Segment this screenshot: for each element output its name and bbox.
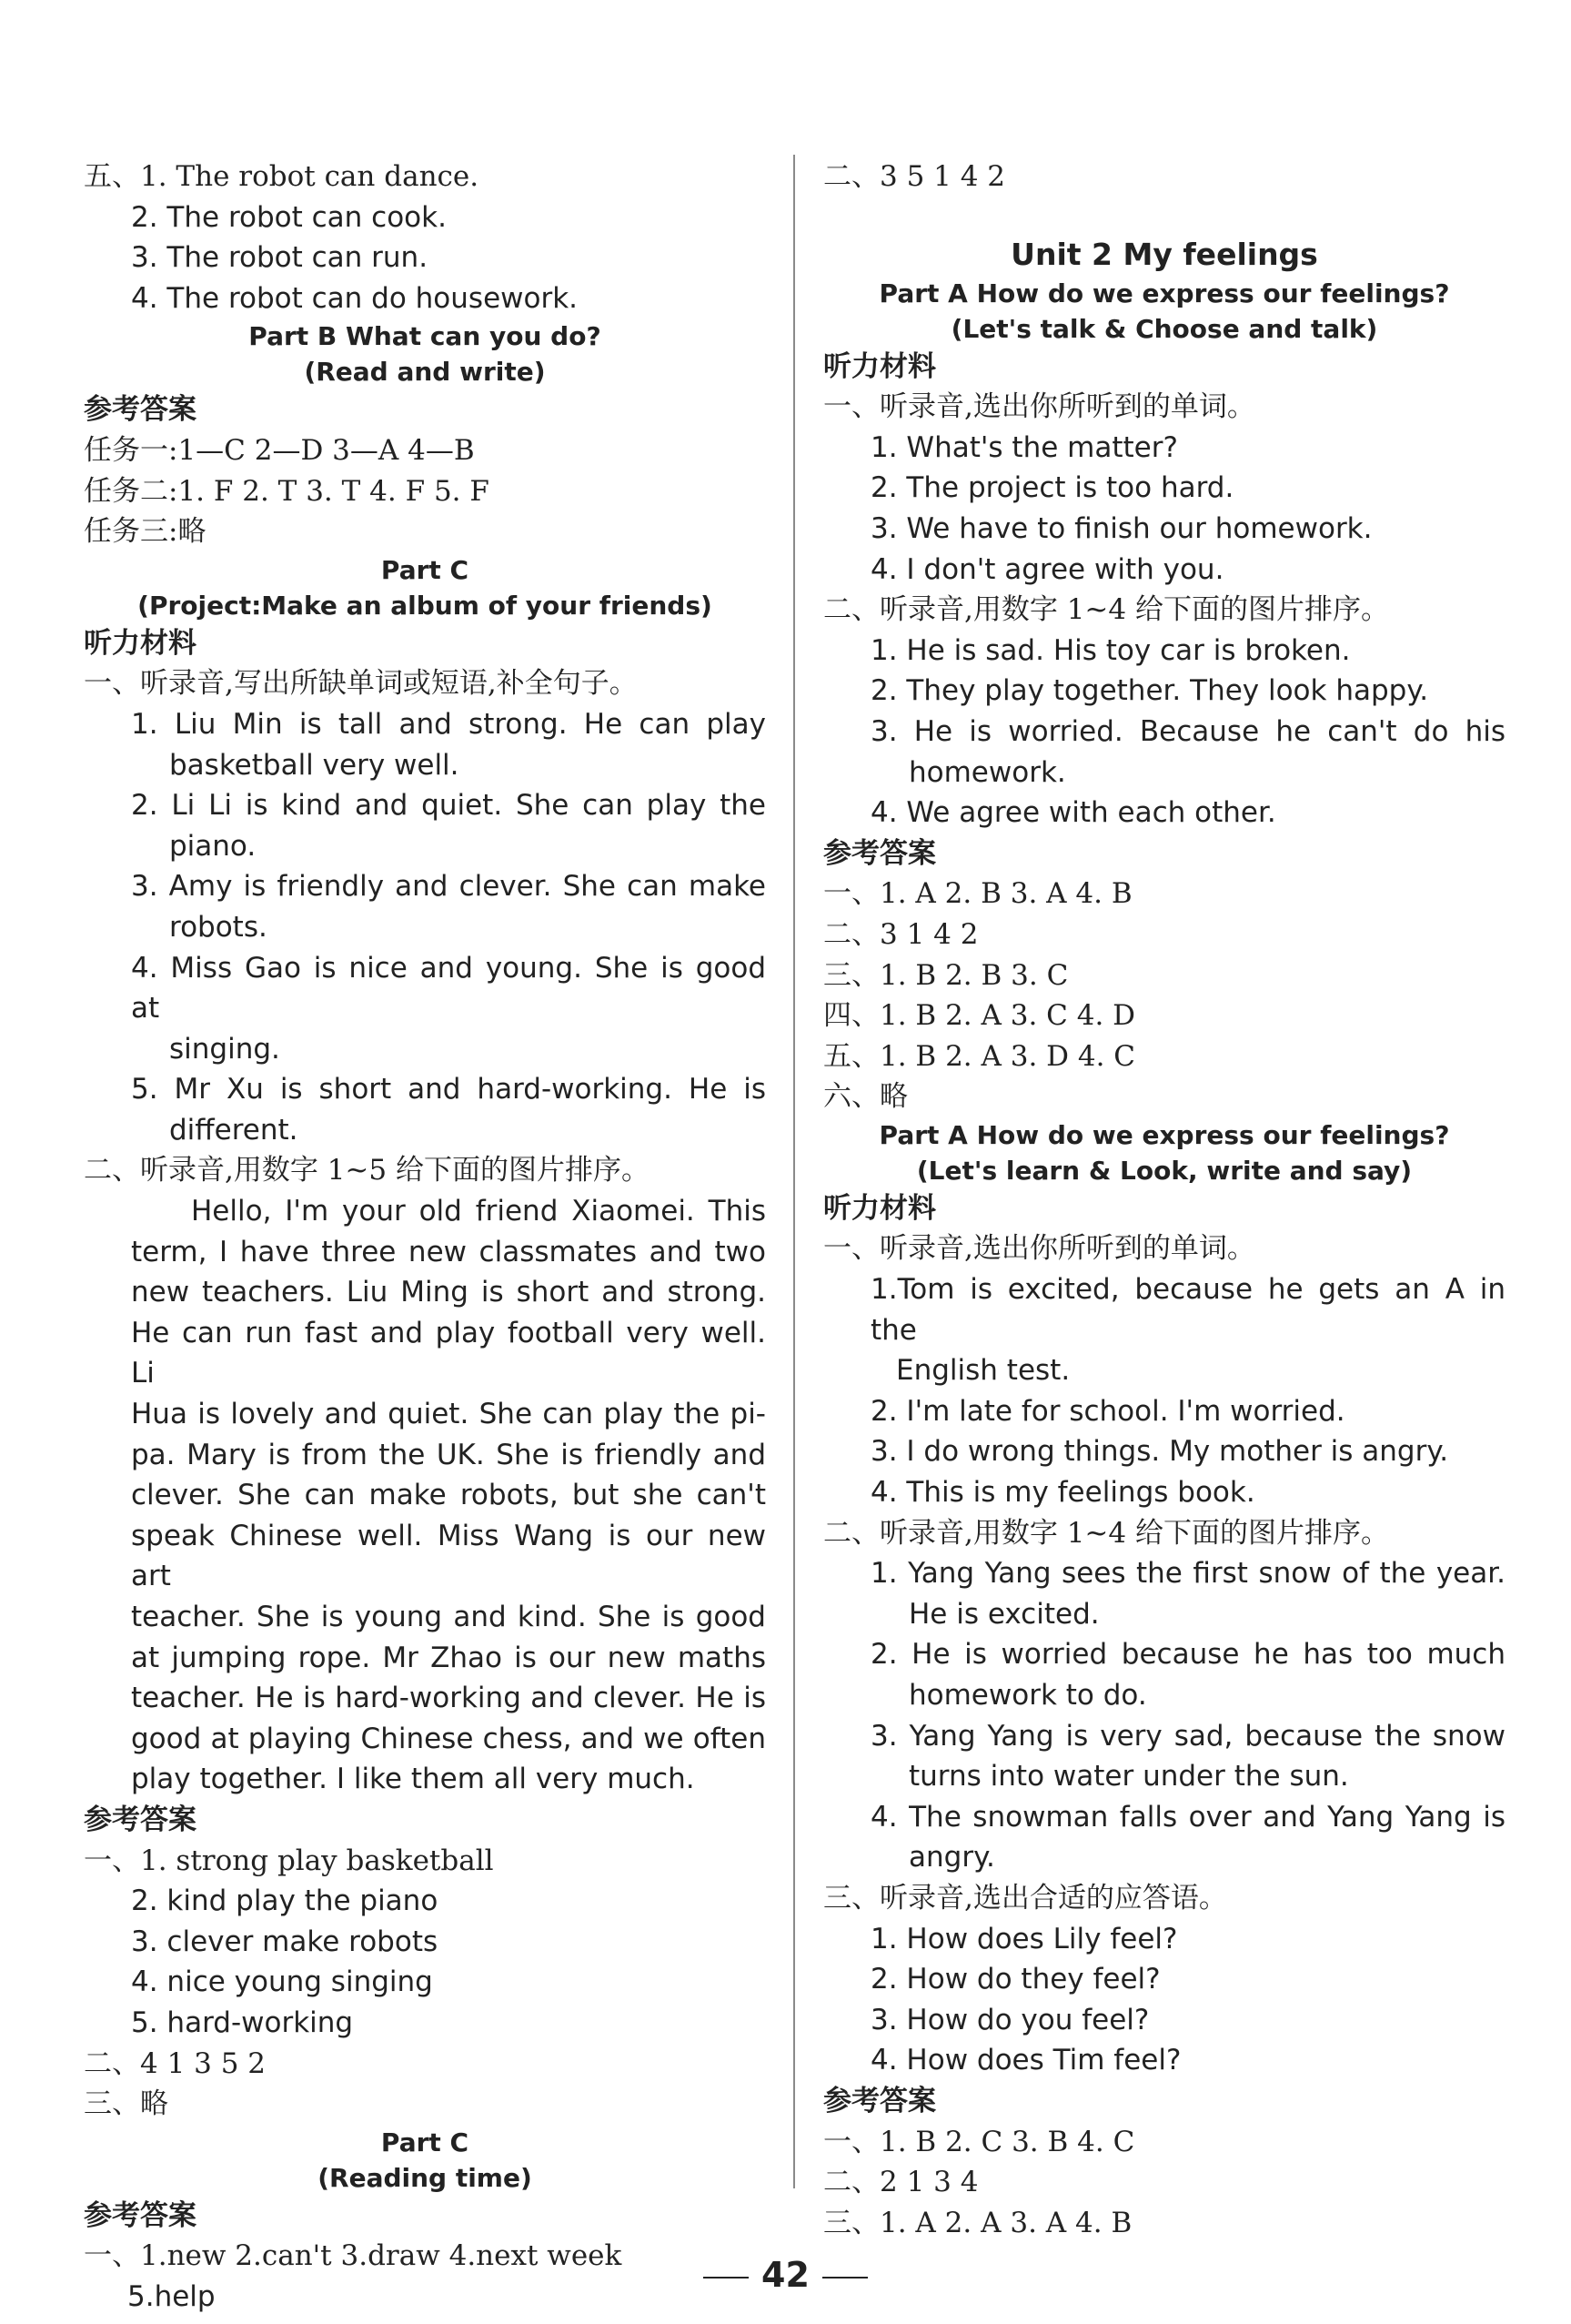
answer-line: 五、1. B 2. A 3. D 4. C — [823, 1039, 1136, 1073]
list-item: basketball very well. — [169, 748, 459, 782]
section-5-item-2: 2. The robot can cook. — [131, 200, 447, 234]
list-item: 1. Yang Yang sees the first snow of the year. — [871, 1557, 1506, 1591]
answer-line: 四、1. B 2. A 3. C 4. D — [823, 999, 1136, 1033]
list-item: 2. Li Li is kind and quiet. She can play the — [131, 789, 766, 823]
question-2-title: 二、听录音,用数字 1~4 给下面的图片排序。 — [823, 593, 1389, 627]
answer-key-label: 参考答案 — [84, 1803, 196, 1836]
answer-line: 4. nice young singing — [131, 1965, 433, 1999]
list-item: 4. The snowman falls over and Yang Yang is — [871, 1800, 1506, 1834]
part-a-heading: Part A How do we express our feelings? — [879, 1119, 1450, 1150]
list-item: 4. This is my feelings book. — [871, 1476, 1255, 1510]
answer-line: 二、3 5 1 4 2 — [823, 160, 1006, 193]
question-1-title: 一、听录音,选出你所听到的单词。 — [823, 1232, 1255, 1266]
left-column — [84, 157, 766, 2318]
dash-right — [822, 2277, 868, 2279]
section-5-item-3: 3. The robot can run. — [131, 241, 428, 275]
list-item: 2. I'm late for school. I'm worried. — [871, 1394, 1345, 1428]
task-1-answers: 任务一:1—C 2—D 3—A 4—B — [84, 433, 475, 467]
list-item: 2. The project is too hard. — [871, 471, 1234, 505]
part-c-reading-subheading: (Reading time) — [317, 2162, 532, 2193]
answer-line: 二、4 1 3 5 2 — [84, 2046, 267, 2080]
list-item: robots. — [169, 910, 267, 944]
question-2-title: 二、听录音,用数字 1~4 给下面的图片排序。 — [823, 1516, 1389, 1550]
page-number — [0, 2255, 1571, 2295]
question-3-title: 三、听录音,选出合适的应答语。 — [823, 1881, 1227, 1915]
answer-line: 一、1. A 2. B 3. A 4. B — [823, 877, 1133, 911]
part-a-subheading: (Let's talk & Choose and talk) — [951, 313, 1378, 344]
answer-line: 2. kind play the piano — [131, 1884, 438, 1918]
answer-line: 一、1. B 2. C 3. B 4. C — [823, 2125, 1135, 2158]
passage-line: term, I have three new classmates and two — [131, 1235, 766, 1268]
passage-line: clever. She can make robots, but she can't — [131, 1479, 766, 1512]
list-item: He is excited. — [909, 1597, 1100, 1631]
unit-title: Unit 2 My feelings — [1011, 236, 1318, 272]
passage-line: at jumping rope. Mr Zhao is our new maths — [131, 1641, 766, 1674]
answer-line: 六、略 — [823, 1080, 908, 1114]
listening-material-label: 听力材料 — [84, 626, 196, 660]
list-item: 2. He is worried because he has too much — [871, 1638, 1506, 1672]
list-item: 1. What's the matter? — [871, 430, 1178, 464]
part-b-subheading: (Read and write) — [304, 357, 546, 388]
list-item: 2. They play together. They look happy. — [871, 674, 1429, 708]
list-item: 4. Miss Gao is nice and young. She is good at — [131, 951, 766, 1026]
answer-line: 5. hard-working — [131, 2006, 354, 2039]
passage-line: Hua is lovely and quiet. She can play the pi- — [131, 1398, 766, 1431]
passage-line: speak Chinese well. Miss Wang is our new art — [131, 1519, 766, 1593]
part-c-reading-heading: Part C — [380, 2127, 469, 2157]
passage-line: new teachers. Liu Ming is short and strong. — [131, 1276, 766, 1309]
answer-line: 3. clever make robots — [131, 1925, 438, 1958]
list-item: 1. He is sad. His toy car is broken. — [871, 633, 1351, 667]
answer-line: 三、1. A 2. A 3. A 4. B — [823, 2206, 1133, 2239]
part-a-subheading: (Let's learn & Look, write and say) — [916, 1155, 1413, 1186]
dash-left — [703, 2277, 749, 2279]
listening-material-label: 听力材料 — [823, 349, 936, 383]
list-item: 4. How does Tim feel? — [871, 2044, 1182, 2077]
part-a-heading: Part A How do we express our feelings? — [879, 278, 1450, 308]
answer-key-label: 参考答案 — [84, 393, 196, 427]
passage-line: Hello, I'm your old friend Xiaomei. This — [191, 1195, 766, 1228]
part-b-heading: Part B What can you do? — [248, 321, 601, 352]
task-2-answers: 任务二:1. F 2. T 3. T 4. F 5. F — [84, 474, 489, 508]
question-1-title: 一、听录音,选出你所听到的单词。 — [823, 390, 1255, 424]
list-item: 2. How do they feel? — [871, 1963, 1161, 1996]
question-1-title: 一、听录音,写出所缺单词或短语,补全句子。 — [84, 667, 638, 701]
question-2-title: 二、听录音,用数字 1~5 给下面的图片排序。 — [84, 1154, 650, 1187]
list-item: 1.Tom is excited, because he gets an A in the — [871, 1273, 1506, 1347]
task-3-answers: 任务三:略 — [84, 515, 206, 549]
list-item: 1. Liu Min is tall and strong. He can play — [131, 707, 766, 741]
list-item: 3. Yang Yang is very sad, because the snow — [871, 1719, 1506, 1753]
list-item: 4. I don't agree with you. — [871, 552, 1224, 586]
passage-line: pa. Mary is from the UK. She is friendly and — [131, 1438, 766, 1471]
list-item: different. — [169, 1113, 298, 1147]
list-item: homework to do. — [909, 1679, 1147, 1712]
list-item: 3. How do you feel? — [871, 2003, 1150, 2036]
list-item: angry. — [909, 1841, 995, 1874]
answer-line: 一、1.new 2.can't 3.draw 4.next week — [84, 2239, 622, 2273]
answer-key-label: 参考答案 — [823, 836, 936, 870]
answer-line: 三、1. B 2. B 3. C — [823, 958, 1069, 992]
answer-line: 二、3 1 4 2 — [823, 917, 979, 951]
answer-key-label: 参考答案 — [823, 2084, 936, 2117]
list-item: 5. Mr Xu is short and hard-working. He is — [131, 1073, 766, 1106]
section-5-item-1: 五、1. The robot can dance. — [84, 160, 479, 193]
passage-line: teacher. She is young and kind. She is good — [131, 1601, 766, 1633]
list-item: 3. He is worried. Because he can't do his — [871, 714, 1506, 748]
answer-line: 5.help — [127, 2279, 216, 2313]
list-item: turns into water under the sun. — [909, 1760, 1349, 1794]
list-item: 3. I do wrong things. My mother is angry. — [871, 1435, 1449, 1469]
part-c-heading: Part C — [380, 554, 469, 585]
answer-line: 二、2 1 3 4 — [823, 2166, 979, 2199]
listening-material-label: 听力材料 — [823, 1191, 936, 1225]
passage-line: good at playing Chinese chess, and we often — [131, 1722, 766, 1755]
passage-line: teacher. He is hard-working and clever. He is — [131, 1682, 766, 1715]
right-column — [823, 157, 1506, 2243]
part-c-subheading: (Project:Make an album of your friends) — [137, 590, 712, 621]
list-item: 3. We have to finish our homework. — [871, 511, 1373, 545]
answer-line: 三、略 — [84, 2087, 168, 2121]
list-item: 3. Amy is friendly and clever. She can make — [131, 870, 766, 904]
page-number-text: 42 — [761, 2255, 810, 2295]
list-item: 1. How does Lily feel? — [871, 1922, 1178, 1955]
section-5-item-4: 4. The robot can do housework. — [131, 281, 579, 315]
list-item: homework. — [909, 755, 1066, 789]
list-item: 4. We agree with each other. — [871, 796, 1276, 830]
answer-key-label: 参考答案 — [84, 2198, 196, 2232]
column-divider — [793, 155, 795, 2188]
passage-line: play together. I like them all very much. — [131, 1763, 695, 1796]
list-item: singing. — [169, 1032, 280, 1066]
list-item: English test. — [896, 1354, 1071, 1388]
answer-line: 一、1. strong play basketball — [84, 1844, 494, 1877]
passage-line: He can run fast and play football very well. Li — [131, 1316, 766, 1390]
list-item: piano. — [169, 829, 257, 863]
